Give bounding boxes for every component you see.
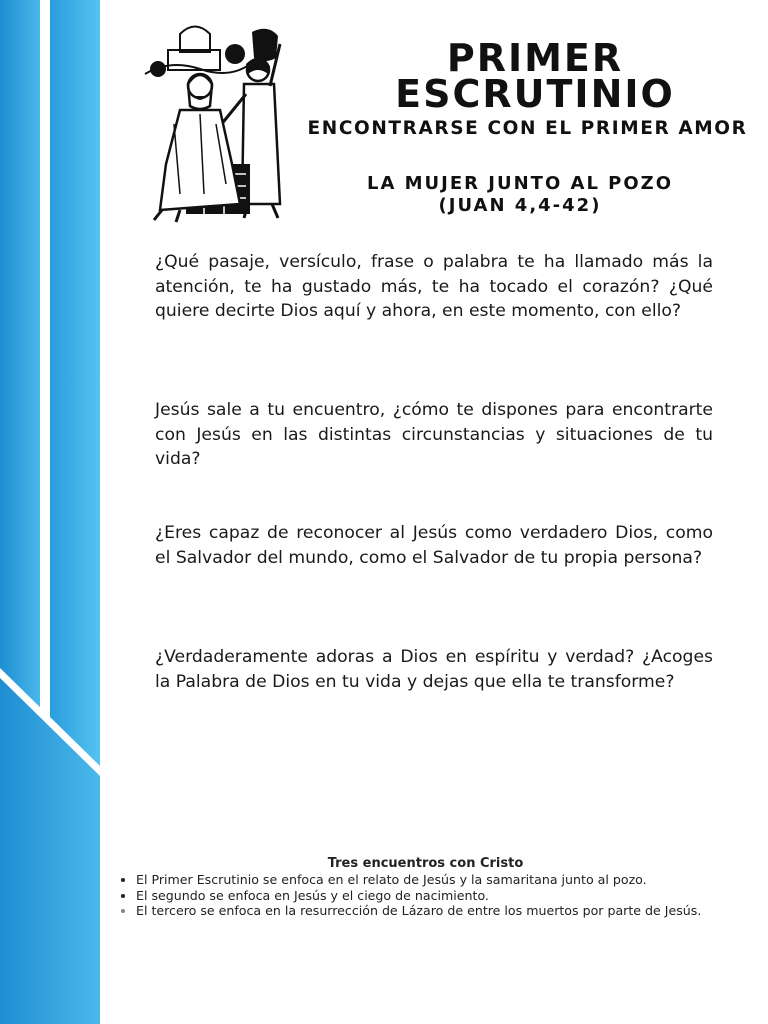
passage-reference: (JUAN 4,4-42) — [438, 195, 602, 216]
jesus-and-samaritan-woman-at-well-illustration — [140, 14, 290, 226]
document-title — [380, 36, 690, 116]
notes-section — [118, 856, 733, 919]
reflection-question-3: ¿Eres capaz de reconocer al Jesús como verdadero Dios, como el Salvador del mundo, como el Salvador de tu propia persona? — [155, 523, 713, 568]
list-item: • El segundo se enfoca en Jesús y el ciego de nacimiento. — [136, 888, 733, 904]
list-item: • El Primer Escrutinio se enfoca en el relato de Jesús y la samaritana junto al pozo. — [136, 872, 733, 888]
scripture-passage — [330, 173, 710, 217]
notes-title: Tres encuentros con Cristo — [327, 856, 524, 871]
title-line-1: PRIMER — [446, 36, 624, 80]
title-line-2: ESCRUTINIO — [395, 72, 675, 116]
document-subtitle: ENCONTRARSE CON EL PRIMER AMOR — [307, 118, 748, 139]
notes-list — [118, 872, 733, 919]
passage-title: LA MUJER JUNTO AL POZO — [366, 173, 674, 194]
decorative-side-band — [0, 0, 100, 1024]
list-item: • El tercero se enfoca en la resurrección de Lázaro de entre los muertos por parte de Jesús. — [136, 903, 733, 919]
reflection-question-4: ¿Verdaderamente adoras a Dios en espíritu y verdad? ¿Acoges la Palabra de Dios en tu vida y dejas que ella te transforme? — [155, 647, 713, 692]
reflection-question-2: Jesús sale a tu encuentro, ¿cómo te dispones para encontrarte con Jesús en las distintas circunstancias y situaciones de tu vida? — [155, 400, 713, 469]
reflection-question-1: ¿Qué pasaje, versículo, frase o palabra te ha llamado más la atención, te ha gustado más, te ha tocado el corazón? ¿Qué quiere decirte Dios aquí y ahora, en este momento, con ello? — [155, 252, 713, 321]
